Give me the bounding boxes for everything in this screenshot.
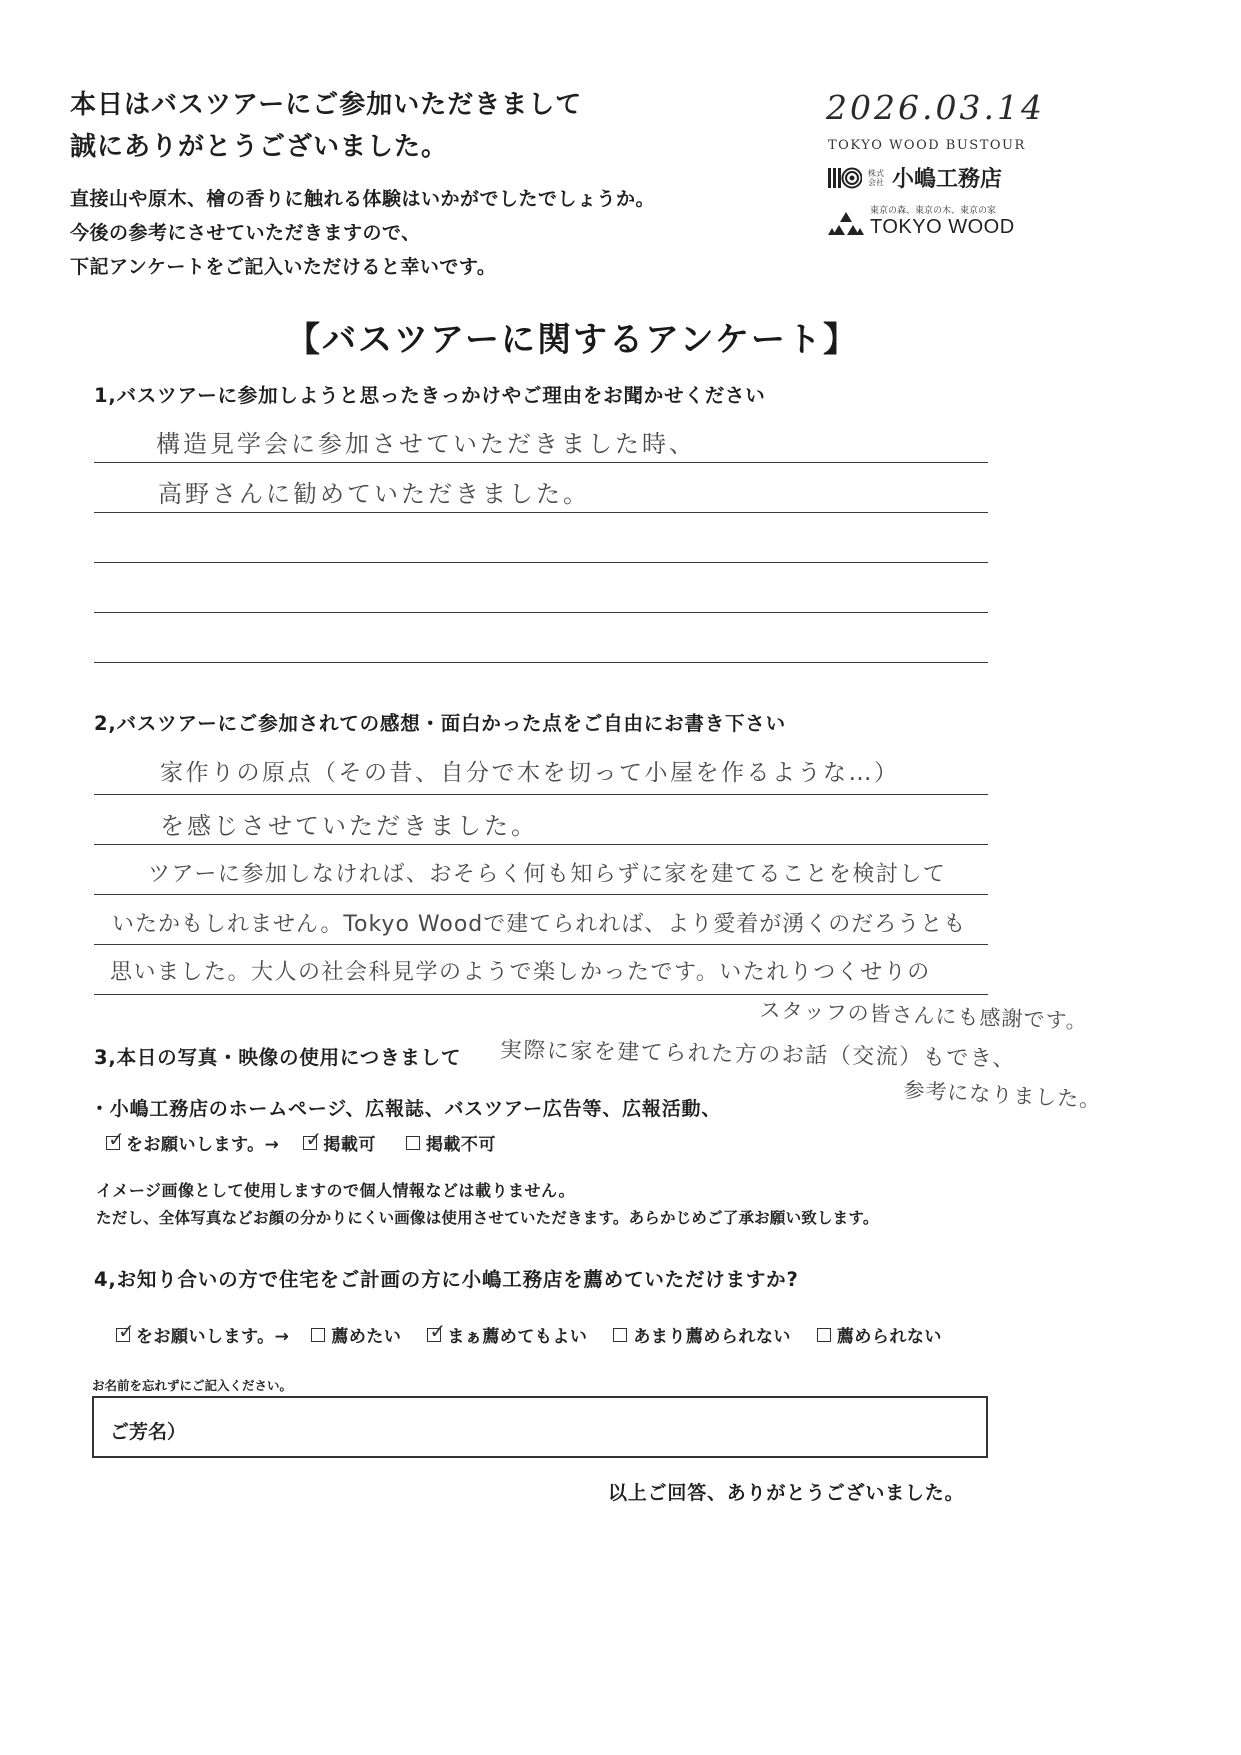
q2-answer-7[interactable]: 実際に家を建てられた方のお話（交流）もでき、: [499, 1038, 1017, 1073]
q4-option-3-label: あまり薦められない: [633, 1327, 791, 1347]
q2-answer-4[interactable]: いたかもしれません。Tokyo Woodで建てられれば、より愛着が湧くのだろうとも: [112, 912, 967, 937]
check-mark-icon: ✓: [429, 1318, 447, 1343]
q4-option-2-label: まぁ薦めてもよい: [447, 1327, 588, 1347]
q2-answer-8[interactable]: 参考になりました。: [902, 1078, 1102, 1113]
greeting-line-1: 本日はバスツアーにご参加いただきまして: [70, 90, 583, 120]
q4-option-4-checkbox[interactable]: [817, 1328, 831, 1342]
q1-line-2: [94, 512, 988, 513]
q3-note-1: イメージ画像として使用しますので個人情報などは載りません。: [96, 1181, 575, 1200]
check-mark-icon: ✓: [118, 1318, 135, 1343]
q1-label: 1,バスツアーに参加しようと思ったきっかけやご理由をお聞かせください: [94, 384, 766, 407]
q3-option-allow-checkbox[interactable]: [303, 1126, 323, 1151]
q2-line-1: [94, 794, 988, 795]
q3-option-deny-checkbox[interactable]: [406, 1136, 420, 1150]
q1-line-4: [94, 612, 988, 613]
q2-line-3: [94, 894, 988, 895]
tokyo-wood-logo: [828, 203, 1015, 239]
q4-option-2-checkbox[interactable]: [427, 1318, 447, 1343]
intro-line-1: 直接山や原木、檜の香りに触れる体験はいかがでしたでしょうか。: [70, 188, 656, 210]
q4-request-label: をお願いします。→: [136, 1327, 290, 1347]
q3-options-row: [106, 1126, 496, 1155]
q3-label: 3,本日の写真・映像の使用につきまして: [94, 1046, 462, 1069]
company-mark-icon: [828, 167, 862, 189]
name-box[interactable]: [92, 1396, 988, 1458]
q2-answer-3[interactable]: ツアーに参加しなければ、おそらく何も知らずに家を建てることを検討して: [148, 862, 947, 887]
name-note: お名前を忘れずにご記入ください。: [92, 1378, 293, 1393]
q4-request-checkbox[interactable]: [116, 1318, 135, 1343]
q1-line-1: [94, 462, 988, 463]
q3-note-2: ただし、全体写真などお顔の分かりにくい画像は使用させていただきます。あらかじめご了承お願い致します。: [96, 1209, 879, 1227]
name-label: ご芳名）: [110, 1421, 187, 1443]
q4-option-1-label: 薦めたい: [331, 1327, 402, 1347]
brand-name: TOKYO WOOD: [870, 216, 1015, 238]
q1-line-3: [94, 562, 988, 563]
q4-options-row: [116, 1318, 942, 1347]
intro-line-2: 今後の参考にさせていただきますので、: [70, 222, 421, 244]
q3-usage: ・小嶋工務店のホームページ、広報誌、バスツアー広告等、広報活動、: [90, 1098, 722, 1120]
q4-option-4-label: 薦められない: [836, 1327, 942, 1347]
q2-answer-6[interactable]: スタッフの皆さんにも感謝です。: [759, 998, 1089, 1034]
q3-option-allow-label: 掲載可: [323, 1135, 376, 1155]
q1-answer-1[interactable]: 構造見学会に参加させていただきました時、: [156, 430, 696, 458]
check-mark-icon: ✓: [108, 1126, 125, 1151]
q4-option-1-checkbox[interactable]: [311, 1328, 325, 1342]
company-prefix: 株式会社: [868, 168, 884, 187]
q3-request-checkbox[interactable]: [106, 1126, 125, 1151]
date: 2026.03.14: [826, 88, 1045, 127]
q2-line-2: [94, 844, 988, 845]
intro-line-3: 下記アンケートをご記入いただけると幸いです。: [70, 256, 497, 278]
tokyo-wood-mark-icon: [828, 211, 864, 239]
company-logo: [828, 162, 1002, 193]
q4-label: 4,お知り合いの方で住宅をご計画の方に小嶋工務店を薦めていただけますか?: [94, 1268, 799, 1291]
q1-answer-2[interactable]: 高野さんに勧めていただきました。: [158, 480, 590, 508]
q4-option-3-checkbox[interactable]: [613, 1328, 627, 1342]
q2-line-4: [94, 944, 988, 945]
survey-title: 【バスツアーに関するアンケート】: [286, 320, 859, 360]
company-name: 小嶋工務店: [892, 167, 1003, 192]
greeting-line-2: 誠にありがとうございました。: [70, 132, 449, 162]
q1-line-5: [94, 662, 988, 663]
q2-answer-2[interactable]: を感じさせていただきました。: [160, 812, 538, 840]
check-mark-icon: ✓: [305, 1126, 323, 1151]
q3-option-deny-label: 掲載不可: [425, 1135, 496, 1155]
q3-request-label: をお願いします。→: [126, 1135, 280, 1155]
q2-label: 2,バスツアーにご参加されての感想・面白かった点をご自由にお書き下さい: [94, 712, 786, 735]
closing-message: 以上ご回答、ありがとうございました。: [608, 1482, 965, 1504]
q2-line-5: [94, 994, 988, 995]
tour-label: TOKYO WOOD BUSTOUR: [828, 138, 1026, 153]
q2-answer-1[interactable]: 家作りの原点（その昔、自分で木を切って小屋を作るような…）: [160, 760, 900, 786]
q2-answer-5[interactable]: 思いました。大人の社会科見学のようで楽しかったです。いたれりつくせりの: [110, 960, 931, 985]
tagline: 東京の森、東京の木、東京の家: [870, 206, 997, 216]
